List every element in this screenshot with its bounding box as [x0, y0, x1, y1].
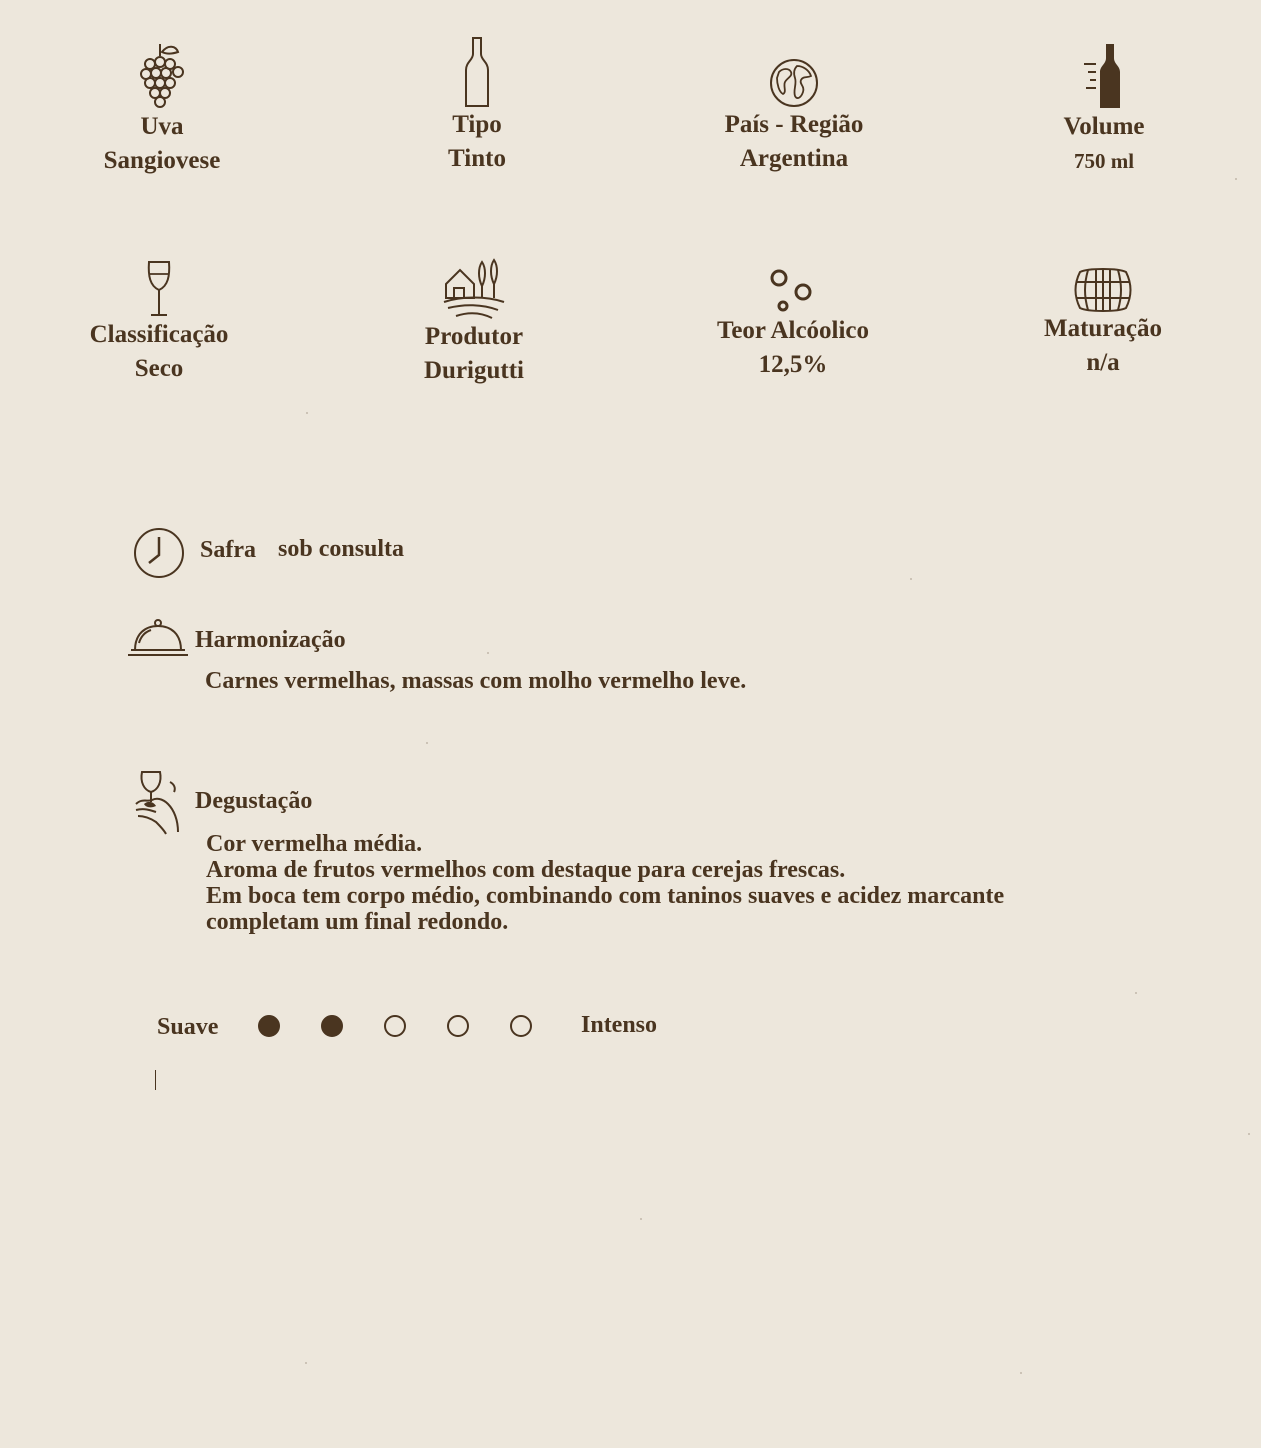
- globe-icon: [769, 58, 819, 108]
- attr-uva: [42, 42, 282, 178]
- bottle-volume-icon: [1082, 42, 1126, 110]
- paper-speck: [305, 1362, 307, 1364]
- barrel-icon: [1074, 268, 1132, 312]
- safra-label: Safra: [200, 537, 256, 563]
- attr-value: Durigutti: [424, 357, 524, 384]
- attr-value: Argentina: [739, 145, 849, 172]
- attr-value: Sangiovese: [103, 147, 221, 174]
- attr-classificacao: [39, 260, 279, 386]
- attr-teor-alcoolico: [673, 268, 913, 382]
- winery-icon: [442, 258, 506, 320]
- harmonizacao-title: Harmonização: [195, 627, 346, 653]
- intensity-dot: [321, 1015, 343, 1037]
- harmonizacao-text: Carnes vermelhas, massas com molho vermelho leve.: [205, 668, 747, 694]
- intensity-min-label: Suave: [157, 1014, 219, 1040]
- attr-value: 750 ml: [1073, 149, 1135, 173]
- intensity-dot: [510, 1015, 532, 1037]
- bubbles-icon: [768, 268, 818, 314]
- degustacao-line: Aroma de frutos vermelhos com destaque para cerejas frescas.: [206, 857, 846, 883]
- intensity-dot: [384, 1015, 406, 1037]
- attr-value: 12,5%: [758, 351, 828, 378]
- attr-label: Volume: [1063, 113, 1145, 140]
- paper-speck: [1248, 1133, 1250, 1135]
- intensity-max-label: Intenso: [581, 1012, 658, 1038]
- attr-label: Produtor: [424, 323, 524, 350]
- attr-pais-regiao: [674, 58, 914, 176]
- attr-label: Teor Alcóolico: [716, 317, 870, 344]
- attr-value: n/a: [1086, 349, 1120, 376]
- degustacao-text: [206, 831, 1004, 935]
- intensity-dot: [447, 1015, 469, 1037]
- clock-icon: [132, 526, 186, 580]
- grape-icon: [138, 42, 186, 110]
- text-cursor: [155, 1070, 156, 1090]
- paper-speck: [1135, 992, 1137, 994]
- attr-label: Uva: [140, 113, 184, 140]
- degustacao-line: Cor vermelha média.: [206, 831, 423, 857]
- attr-value: Tinto: [448, 145, 506, 172]
- bottle-icon: [464, 36, 490, 108]
- paper-speck: [910, 578, 912, 580]
- attr-produtor: [354, 258, 594, 388]
- degustacao-line: Em boca tem corpo médio, combinando com taninos suaves e acidez marcante: [206, 883, 1005, 909]
- attr-label: País - Região: [724, 111, 864, 138]
- attr-label: Maturação: [1043, 315, 1163, 342]
- degustacao-title: Degustação: [195, 788, 313, 814]
- paper-speck: [1020, 1372, 1022, 1374]
- paper-speck: [640, 1218, 642, 1220]
- attr-label: Classificação: [89, 321, 229, 348]
- intensity-dot: [258, 1015, 280, 1037]
- degustacao-line: completam um final redondo.: [206, 909, 509, 935]
- tasting-hand-icon: [134, 768, 182, 836]
- attr-maturacao: [983, 268, 1223, 380]
- safra-value: sob consulta: [278, 536, 405, 562]
- cloche-icon: [127, 618, 189, 658]
- attr-label: Tipo: [452, 111, 502, 138]
- paper-speck: [487, 652, 489, 654]
- attr-volume: [984, 42, 1224, 178]
- attr-tipo: [357, 36, 597, 176]
- attr-value: Seco: [134, 355, 184, 382]
- wine-glass-icon: [146, 260, 172, 318]
- paper-speck: [306, 412, 308, 414]
- paper-speck: [426, 742, 428, 744]
- paper-speck: [1235, 178, 1237, 180]
